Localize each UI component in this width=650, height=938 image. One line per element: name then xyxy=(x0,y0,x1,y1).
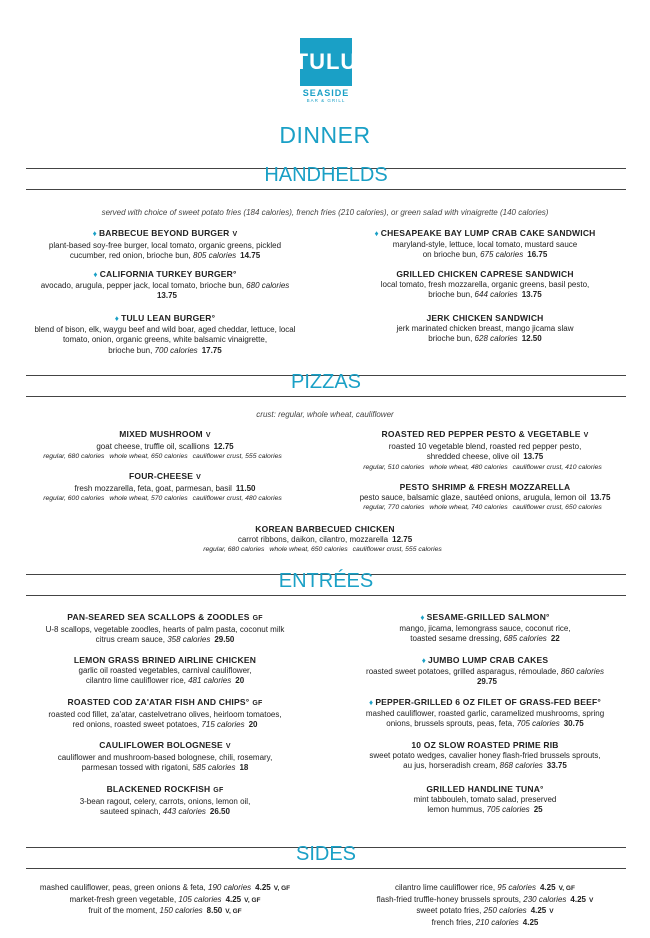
logo-bar-grill: BAR & GRILL xyxy=(306,98,346,103)
menu-item: ROASTED RED PEPPER PESTO & VEGETABLE V roasted 10 vegetable blend, roasted red pepper pesto, shredded cheese, olive oil 13.75 regular, 510 calories whole wheat, 480 calories cauliflower crust, 410 calories xyxy=(363,429,602,471)
side-item: cilantro lime cauliflower rice, 95 calories 4.25 V, GF xyxy=(395,883,575,892)
side-item: market-fresh green vegetable, 105 calories 4.25 V, GF xyxy=(69,894,261,904)
menu-item: GRILLED CHICKEN CAPRESE SANDWICH local tomato, fresh mozzarella, organic greens, basil pesto, brioche bun, 644 calories 13.75 xyxy=(380,269,590,299)
side-item: fruit of the moment, 150 calories 8.50 V, GF xyxy=(88,906,242,915)
menu-item: ♦ CALIFORNIA TURKEY BURGER° avocado, arugula, pepper jack, local tomato, brioche bun, 680 calories 13.75 xyxy=(40,269,290,300)
diamond-icon: ♦ xyxy=(92,229,97,238)
diamond-icon: ♦ xyxy=(114,314,120,323)
sides-right-list xyxy=(330,883,640,928)
menu-item: ♦ BARBECUE BEYOND BURGER V plant-based soy-free burger, local tomato, organic greens, pickled cucumber, red onion, brioche bun, 805 calories 14.75 xyxy=(48,228,282,260)
handhelds-note: served with choice of sweet potato fries (184 calories), french fries (210 calories), or green salad with vinaigrette (140 calories) xyxy=(101,208,549,217)
menu-item: LEMON GRASS BRINED AIRLINE CHICKEN garlic oil roasted vegetables, carnival cauliflower, cilantro lime cauliflower rice, 481 calories 20 xyxy=(73,655,257,685)
page-title: DINNER xyxy=(279,122,371,148)
menu-item: FOUR-CHEESE V fresh mozzarella, feta, goat, parmesan, basil 11.50 regular, 600 calories whole wheat, 570 calories cauliflower crust, 480 calories xyxy=(43,471,282,502)
menu-item: GRILLED HANDLINE TUNA° mint tabbouleh, tomato salad, preserved lemon hummus, 705 calories 25 xyxy=(413,784,557,814)
menu-item: JERK CHICKEN SANDWICH jerk marinated chicken breast, mango jicama slaw brioche bun, 628 calories 12.50 xyxy=(396,313,574,343)
diamond-icon: ♦ xyxy=(420,613,425,622)
diamond-icon: ♦ xyxy=(421,656,427,665)
menu-item: ♦ SESAME-GRILLED SALMON° mango, jicama, lemongrass sauce, coconut rice, toasted sesame dressing, 685 calories 22 xyxy=(399,612,571,643)
menu-item: PESTO SHRIMP & FRESH MOZZARELLA pesto sauce, balsamic glaze, sautéed onions, arugula, lemon oil 13.75 regular, 770 calories whole wheat, 740 calories cauliflower crust, 650 calories xyxy=(359,482,611,511)
sides-left-list xyxy=(10,883,320,918)
menu-item: MIXED MUSHROOM V goat cheese, truffle oil, scallions 12.75 regular, 680 calories whole wheat, 650 calories cauliflower crust, 555 calories xyxy=(43,429,282,460)
section-heading-entrees: ENTRÉES xyxy=(26,574,626,596)
menu-item: BLACKENED ROCKFISH GF 3-bean ragout, celery, carrots, onions, lemon oil, sauteed spinach, 443 calories 26.50 xyxy=(79,784,251,816)
restaurant-logo xyxy=(294,38,358,103)
logo-mark: TULU xyxy=(300,38,352,86)
diamond-icon: ♦ xyxy=(93,270,98,279)
menu-item: KOREAN BARBECUED CHICKEN carrot ribbons, daikon, cilantro, mozzarella 12.75 regular, 680 calories whole wheat, 650 calories cauliflower crust, 555 calories xyxy=(203,524,442,553)
logo-seaside: SEASIDE xyxy=(302,88,350,98)
section-heading-pizzas: PIZZAS xyxy=(26,375,626,397)
side-item: sweet potato fries, 250 calories 4.25 V xyxy=(416,906,554,915)
menu-item: ROASTED COD ZA'ATAR FISH AND CHIPS° GF roasted cod fillet, za'atar, castelvetrano olives, heirloom tomatoes, red onions, roasted sweet potatoes, 715 calories 20 xyxy=(48,697,282,729)
menu-item: CAULIFLOWER BOLOGNESE V cauliflower and mushroom-based bolognese, chili, rosemary, parmesan tossed with rigatoni, 585 calories 18 xyxy=(57,740,273,772)
diamond-icon: ♦ xyxy=(374,229,379,238)
side-item: mashed cauliflower, peas, green onions & feta, 190 calories 4.25 V, GF xyxy=(39,883,291,892)
diamond-icon: ♦ xyxy=(369,698,374,707)
menu-item: ♦ PEPPER-GRILLED 6 OZ FILET OF GRASS-FED BEEF° mashed cauliflower, roasted garlic, caramelized mushrooms, spring onions, brussels sprouts, peas, feta, 705 calories 30.75 xyxy=(365,697,605,728)
menu-item: ♦ JUMBO LUMP CRAB CAKES roasted sweet potatoes, grilled asparagus, rémoulade, 860 calories 29.75 xyxy=(366,655,604,686)
section-heading-sides: SIDES xyxy=(26,847,626,869)
menu-item: ♦ TULU LEAN BURGER° blend of bison, elk, waygu beef and wild boar, aged cheddar, lettuce, local tomato, onion, organic greens, white balsamic vinaigrette, brioche bun, 700 calories 17.75 xyxy=(34,313,296,355)
pizzas-note: crust: regular, whole wheat, cauliflower xyxy=(256,410,394,419)
side-item: flash-fried truffle-honey brussels sprouts, 230 calories 4.25 V xyxy=(376,894,594,904)
menu-item: ♦ CHESAPEAKE BAY LUMP CRAB CAKE SANDWICH maryland-style, lettuce, local tomato, mustard sauce on brioche bun, 675 calories 16.75 xyxy=(374,228,596,259)
section-heading-handhelds: HANDHELDS xyxy=(26,168,626,190)
menu-item: PAN-SEARED SEA SCALLOPS & ZOODLES GF U-8 scallops, vegetable zoodles, hearts of palm pasta, coconut milk citrus cream sauce, 358 calories 29.50 xyxy=(45,612,285,644)
side-item: french fries, 210 calories 4.25 xyxy=(431,917,539,927)
menu-item: 10 OZ SLOW ROASTED PRIME RIB sweet potato wedges, cavalier honey flash-fried brussels sprouts, au jus, horseradish cream, 868 calories 33.75 xyxy=(369,740,601,770)
